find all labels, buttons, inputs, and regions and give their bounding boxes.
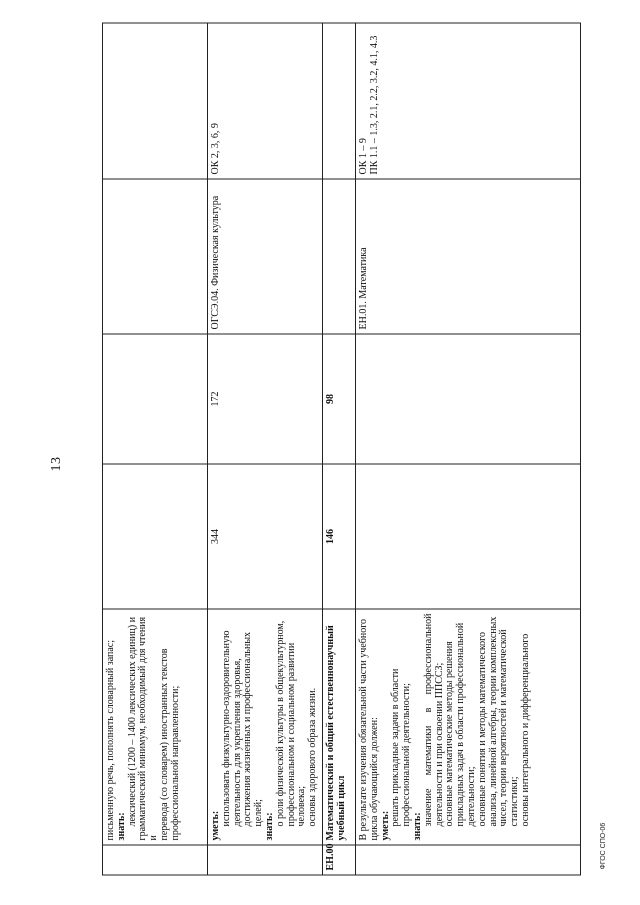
skills-text: решать прикладные задачи в области профессиональной деятельности; <box>390 668 413 826</box>
max-hours-cell <box>356 464 581 609</box>
discipline-name: ОГСЭ.04. Физическая культура <box>208 179 323 334</box>
competencies-cell <box>356 23 581 179</box>
table-row-foreign-language <box>103 23 208 875</box>
text-line: профессиональной направленности; <box>169 685 181 840</box>
text-line: письменную речь, пополнять словарный запас; <box>105 639 116 840</box>
required-hours-value: 172 <box>208 334 323 464</box>
skills-label: уметь: <box>210 810 221 840</box>
knowledge-text: основы здорового образа жизни. <box>307 687 319 826</box>
knowledge-text: значение математики в профессиональной деятельности и при освоении ППССЗ; <box>422 613 445 826</box>
table-row-physical-culture <box>208 23 323 875</box>
knowledge-label: знать: <box>115 811 127 840</box>
cycle-index: ЕН.00 <box>323 845 356 875</box>
knowledge-label: знать: <box>263 811 275 840</box>
skills-text: использовать физкультурно-оздоровительную деятельность для укрепления здоровья, достижения жизненных и профессиональных целей; <box>220 630 265 826</box>
max-hours-cell <box>103 464 208 609</box>
page-number: 13 <box>49 456 64 471</box>
knowledge-text: основные математические методы решения прикладных задач в области профессиональной деятельности; <box>444 622 477 826</box>
knowledge-text: о роли физической культуры в общекультурном, профессиональном и социальном развитии человека; <box>274 620 308 826</box>
index-cell <box>208 845 323 875</box>
required-hours-cell <box>356 334 581 464</box>
skills-label: уметь: <box>379 810 391 840</box>
index-cell <box>356 845 581 875</box>
competencies-value: ПК 1.1 – 1.3, 2.1, 2.2, 3.2, 4.1, 4.3 <box>368 35 380 174</box>
requirements-cell <box>208 609 323 845</box>
text-line: грамматический минимум, необходимый для чтения и <box>137 616 160 840</box>
competencies-value: ОК 2, 3, 6, 9 <box>208 23 323 179</box>
text-line: лексический (1200 – 1400 лексических единиц) и <box>126 616 138 826</box>
discipline-name: ЕН.01. Математика <box>356 179 581 334</box>
discipline-cell <box>103 179 208 334</box>
competencies-cell <box>323 23 356 179</box>
competencies-cell <box>103 23 208 179</box>
table-row-mathematics <box>356 23 581 875</box>
knowledge-text: основы интегрального и дифференциального <box>519 633 531 826</box>
knowledge-text: основные понятия и методы математического анализа, линейной алгебры, теории комплексных чисел, теории вероятностей и математической статистики; <box>476 616 521 826</box>
cycle-required-hours: 98 <box>323 334 356 464</box>
competencies-value: ОК 1 – 9 <box>358 137 369 174</box>
cycle-title: Математический и общий естественнонаучный учебный цикл <box>323 609 356 845</box>
cycle-max-hours: 146 <box>323 464 356 609</box>
max-hours-value: 344 <box>208 464 323 609</box>
requirements-cell <box>356 609 581 845</box>
intro-text: В результате изучения обязательной части учебного цикла обучающийся должен: <box>358 618 380 840</box>
requirements-cell <box>103 609 208 845</box>
knowledge-label: знать: <box>411 811 423 840</box>
discipline-cell <box>323 179 356 334</box>
footer-label: ФГОС СПО-06 <box>600 822 607 869</box>
index-cell <box>103 845 208 875</box>
table-row-math-cycle <box>323 23 356 875</box>
text-line: перевода (со словарем) иностранных текстов <box>158 647 170 840</box>
curriculum-table <box>102 22 581 875</box>
required-hours-cell <box>103 334 208 464</box>
